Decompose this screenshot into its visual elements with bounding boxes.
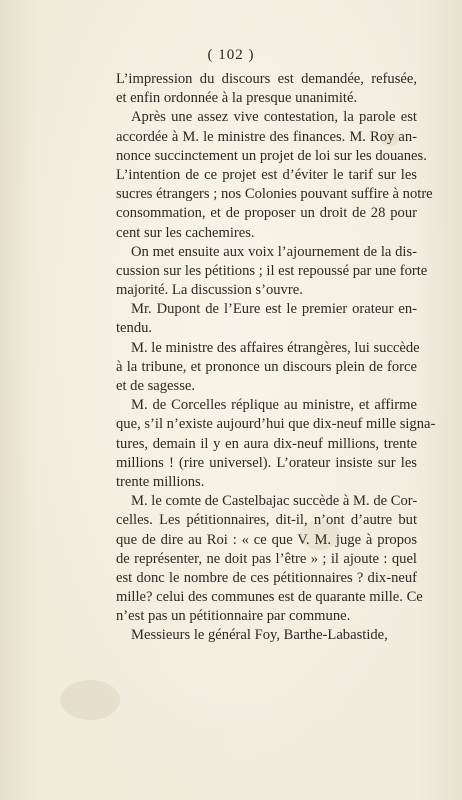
text-line: L’impression du discours est demandée, refusée, [116,71,417,87]
text-line: L’intention de ce projet est d’éviter le tarif sur les [116,166,417,183]
text-line: accordée à M. le ministre des finances. M. Roy an- [116,128,417,145]
text-line: millions ! (rire universel). L’orateur insiste sur les [116,454,417,471]
text-line: sucres étrangers ; nos Colonies pouvant suffire à notre [116,186,433,203]
text-line: cent sur les cachemires. [116,224,255,241]
body-text [116,70,436,646]
text-line: consommation, et de proposer un droit de 28 pour [116,205,417,222]
text-line: trente millions. [116,473,205,490]
text-line: Après une assez vive contestation, la parole est [131,109,417,126]
text-line: mille? celui des communes est de quarante mille. Ce [116,589,423,606]
text-line: Mr. Dupont de l’Eure est le premier orateur en- [131,301,417,318]
text-line: celles. Les pétitionnaires, dit-il, n’ont d’autre but [116,512,417,529]
text-line: M. de Corcelles réplique au ministre, et affirme [131,397,417,414]
text-line: majorité. La discussion s’ouvre. [116,282,303,299]
text-line: tures, demain il y en aura dix-neuf millions, trente [116,435,417,452]
text-line: M. le ministre des affaires étrangères, lui succède [131,339,420,356]
page-number: ( 102 ) [207,47,255,63]
text-line: et de sagesse. [116,378,196,394]
text-line: nonce succinctement un projet de loi sur les douanes. [116,147,427,164]
text-line: à la tribune, et prononce un discours plein de force [116,358,417,375]
text-line: de représenter, ne doit pas l’être » ; il ajoute : quel [116,550,417,567]
text-line: est donc le nombre de ces pétitionnaires ? dix-neuf [116,569,417,586]
text-line: que, s’il n’existe aujourd’hui que dix-neuf mille signa- [116,416,436,433]
text-line: et enfin ordonnée à la presque unanimité. [116,90,358,107]
text-line: cussion sur les pétitions ; il est repoussé par une forte [116,262,428,279]
paper-stain [60,680,120,720]
text-line: n’est pas un pétitionnaire par commune. [116,608,351,625]
text-line: que de dire au Roi : « ce que V. M. juge à propos [116,531,417,548]
text-line: On met ensuite aux voix l’ajournement de la dis- [131,243,417,260]
text-line: M. le comte de Castelbajac succède à M. de Cor- [131,493,418,510]
text-line: tendu. [116,320,153,337]
text-line: Messieurs le général Foy, Barthe-Labastide, [131,627,388,644]
